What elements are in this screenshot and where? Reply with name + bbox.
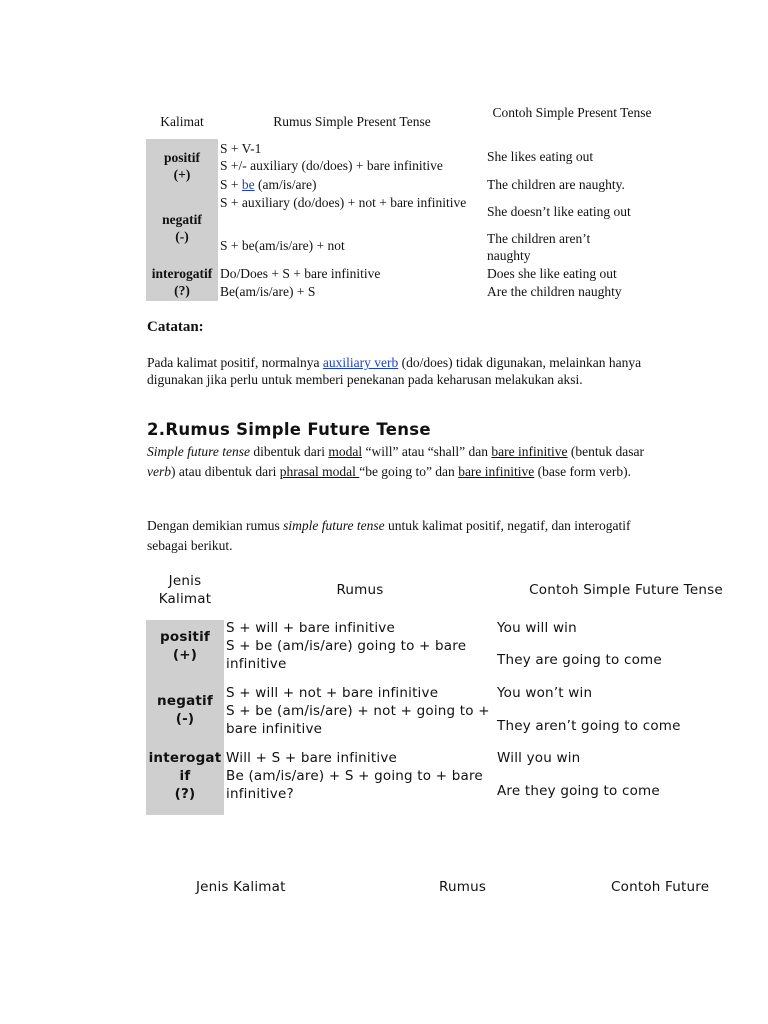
label-negatif: negatif bbox=[157, 693, 213, 709]
rumus-positif-3-pre: S + bbox=[220, 177, 242, 192]
header-contoh: Contoh Simple Future Tense bbox=[529, 582, 723, 598]
auxiliary-verb-link[interactable]: auxiliary verb bbox=[322, 355, 399, 370]
sign-interogatif: (?) bbox=[174, 283, 190, 298]
phrasal-modal-link[interactable]: phrasal modal bbox=[279, 464, 360, 479]
rumus-interogatif-1: Will + S + bare infinitive bbox=[226, 750, 398, 766]
row-label-negatif bbox=[146, 680, 224, 745]
rumus-negatif-2: S + be (am/is/are) + not + going to + bare infinitive bbox=[226, 703, 490, 737]
catatan-title: Catatan: bbox=[147, 319, 204, 335]
contoh-negatif-1: You won’t win bbox=[497, 685, 593, 701]
row-label-negatif bbox=[146, 194, 218, 263]
contoh-positif-1: She likes eating out bbox=[487, 149, 594, 164]
catatan-post: (do/does) tidak digunakan, melainkan hanya digunakan jika perlu untuk memberi penekanan pada keharusan melakukan aksi. bbox=[147, 355, 642, 387]
rumus-positif-3-post: (am/is/are) bbox=[254, 177, 317, 192]
rumus-interogatif-1: Do/Does + S + bare infinitive bbox=[220, 266, 381, 281]
contoh-negatif-2: They aren’t going to come bbox=[497, 718, 681, 734]
bare-infinitive-link-1[interactable]: bare infinitive bbox=[491, 444, 568, 459]
p1-s4: “will” atau “shall” dan bbox=[362, 444, 492, 459]
p1-s2: dibentuk dari bbox=[249, 444, 329, 459]
sign-positif: (+) bbox=[172, 647, 198, 663]
sign-negatif: (-) bbox=[175, 711, 195, 727]
contoh-interogatif-2: Are they going to come bbox=[497, 783, 660, 799]
catatan-pre: Pada kalimat positif, normalnya bbox=[147, 355, 323, 370]
rumus-positif-3 bbox=[220, 176, 484, 193]
p2-s3: untuk kalimat positif, negatif, dan interogatif sebagai berikut. bbox=[147, 518, 631, 553]
contoh-interogatif-2: Are the children naughty bbox=[487, 284, 622, 299]
sign-positif: (+) bbox=[173, 167, 191, 182]
p1-s7: verb bbox=[147, 464, 171, 479]
header3-rumus: Rumus bbox=[439, 879, 487, 895]
rumus-interogatif-2: Be(am/is/are) + S bbox=[220, 284, 316, 299]
rumus-positif-1: S + will + bare infinitive bbox=[226, 620, 395, 636]
p2-s2: simple future tense bbox=[283, 518, 385, 533]
contoh-positif-2: They are going to come bbox=[497, 652, 662, 668]
be-link[interactable]: be bbox=[241, 177, 255, 192]
p1-s12: (base form verb). bbox=[534, 464, 632, 479]
bare-infinitive-link-2[interactable]: bare infinitive bbox=[458, 464, 535, 479]
header-rumus: Rumus Simple Present Tense bbox=[273, 114, 431, 129]
sign-interogatif: (?) bbox=[174, 786, 196, 802]
rumus-negatif-2: S + be(am/is/are) + not bbox=[220, 238, 345, 253]
rumus-positif-2: S +/- auxiliary (do/does) + bare infinitive bbox=[220, 158, 443, 173]
rumus-interogatif-2: Be (am/is/are) + S + going to + bare infinitive? bbox=[226, 768, 483, 802]
header-kalimat: Kalimat bbox=[160, 114, 204, 129]
modal-link[interactable]: modal bbox=[328, 444, 363, 459]
rumus-positif-1: S + V-1 bbox=[220, 141, 262, 156]
future-intro-paragraph bbox=[147, 442, 657, 482]
contoh-interogatif-1: Does she like eating out bbox=[487, 266, 617, 281]
row-label-interogatif bbox=[146, 263, 218, 301]
p1-s10: “be going to” dan bbox=[359, 464, 459, 479]
rumus-negatif-1: S + auxiliary (do/does) + not + bare infinitive bbox=[220, 195, 467, 210]
label-interogatif: interogat if bbox=[148, 750, 222, 784]
p2-s1: Dengan demikian rumus bbox=[147, 518, 284, 533]
sign-negatif: (-) bbox=[175, 229, 189, 244]
label-interogatif: interogatif bbox=[151, 266, 213, 281]
header-jenis-kalimat: Jenis Kalimat bbox=[158, 573, 212, 607]
rumus-negatif-1: S + will + not + bare infinitive bbox=[226, 685, 439, 701]
rumus-positif-2: S + be (am/is/are) going to + bare infinitive bbox=[226, 638, 467, 672]
catatan-paragraph bbox=[147, 354, 657, 388]
header-rumus: Rumus bbox=[336, 582, 384, 598]
p1-s1: Simple future tense bbox=[147, 444, 250, 459]
row-label-positif bbox=[146, 139, 218, 194]
row-label-positif bbox=[146, 620, 224, 680]
contoh-negatif-2: The children aren’t naughty bbox=[487, 231, 591, 263]
section-heading: 2.Rumus Simple Future Tense bbox=[147, 420, 431, 439]
label-positif: positif bbox=[163, 150, 200, 165]
label-negatif: negatif bbox=[162, 212, 202, 227]
contoh-interogatif-1: Will you win bbox=[497, 750, 581, 766]
contoh-positif-1: You will win bbox=[497, 620, 577, 636]
header3-jenis-kalimat: Jenis Kalimat bbox=[196, 879, 286, 895]
contoh-negatif-1: She doesn’t like eating out bbox=[487, 204, 631, 219]
p1-s6: (bentuk dasar bbox=[567, 444, 645, 459]
header-contoh: Contoh Simple Present Tense bbox=[492, 105, 652, 120]
label-positif: positif bbox=[160, 629, 210, 645]
header3-contoh: Contoh Future bbox=[611, 879, 710, 895]
contoh-positif-2: The children are naughty. bbox=[487, 177, 625, 192]
p1-s8: ) atau dibentuk dari bbox=[171, 464, 280, 479]
future-summary-paragraph bbox=[147, 516, 657, 556]
row-label-interogatif bbox=[146, 745, 224, 815]
